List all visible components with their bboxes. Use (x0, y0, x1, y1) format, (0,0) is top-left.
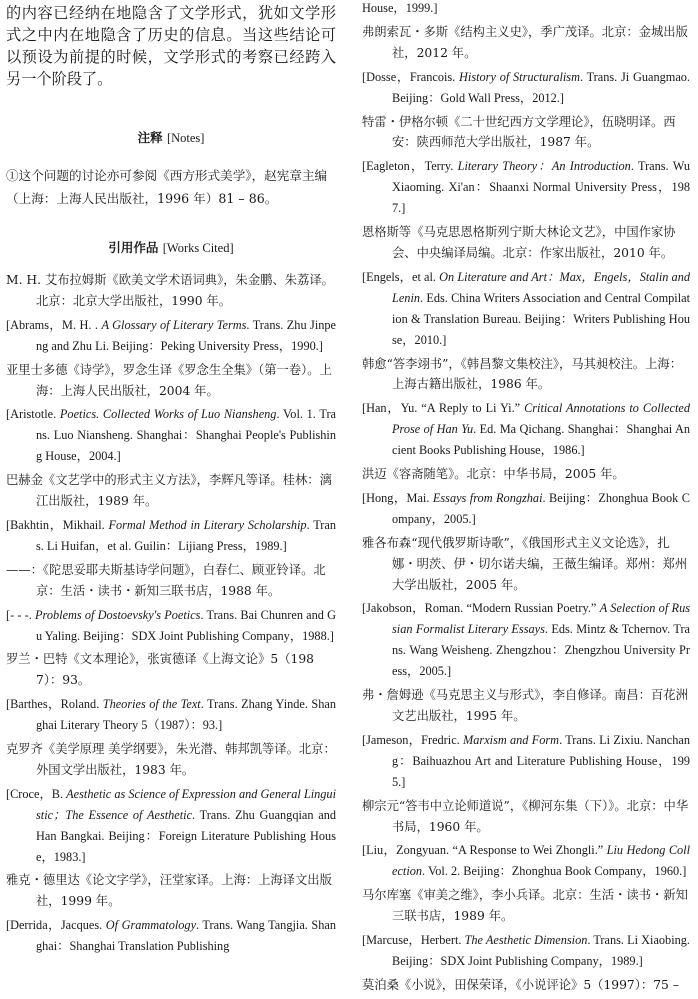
citation-details: . Trans. Li Xiaobing. Beijing：SDX Joint Publishing Company，1989.] (392, 933, 690, 968)
citation-prefix: [Jakobson，Roman. “Modern Russian Poetry.” (362, 601, 600, 616)
citation-prefix: [Jameson，Fredric. (362, 732, 464, 747)
citation-prefix: [Hong，Mai. (362, 490, 433, 505)
right-column (362, 0, 690, 999)
citation-entry-english (362, 398, 690, 461)
citation-details: . Trans. Zhu Guangqian and Han Bangkai. Beijing：Foreign Literature Publishing House，1983.] (36, 807, 336, 864)
citation-details: . Trans. Wu Xiaoming. Xi'an：Shaanxi Normal University Press，1987.] (392, 159, 690, 216)
left-column (6, 0, 336, 960)
citation-title: Literary Theory：An Introduction (457, 159, 631, 174)
citation-title: Theories of the Text (102, 697, 201, 712)
citation-title: On Literature and Art：Max，Engels，Stalin and Lenin (392, 269, 690, 305)
works-cited-list-right (362, 0, 690, 996)
citation-details: . Trans. Ji Guangmao. Beijing：Gold Wall Press，2012.] (392, 69, 691, 105)
citation-entry-chinese: 亚里士多德《诗学》，罗念生译《罗念生全集》（第一卷）。上海：上海人民出版社，2004 年。 (6, 362, 332, 398)
citation-prefix: [Bakhtin，Mikhail. (6, 517, 109, 532)
citation-details: . Trans. Li Huifan，et al. Guilin：Lijiang Press，1989.] (36, 517, 336, 553)
citation-details: . Vol. 2. Beijing：Zhonghua Book Company，1960.] (422, 864, 687, 879)
citation-title: Of Grammatology (105, 918, 197, 933)
citation-entry-english (362, 67, 690, 109)
citation-details: . Eds. China Writers Association and Central Compilation & Translation Bureau. Beijing：Writers Publishing House，2010.] (392, 290, 690, 347)
citation-entry-english (362, 156, 690, 219)
citation-title: Formal Method in Literary Scholarship (108, 517, 307, 532)
citation-entry-english (6, 605, 336, 647)
citation-entry-english (362, 730, 690, 793)
works-cited-heading-cn: 引用作品 (108, 240, 159, 255)
citation-title: A Glossary of Literary Terms (101, 317, 247, 332)
citation-prefix: [Croce，B. (6, 786, 67, 801)
citation-title: A Selection of Russian Formalist Literary Essays (392, 601, 691, 637)
citation-entry-chinese: ——：《陀思妥耶夫斯基诗学问题》，白春仁、顾亚铃译。北京：生活・读书・新知三联书店，1988 年。 (6, 562, 326, 598)
notes-heading (6, 128, 336, 146)
citation-entry-chinese: 洪迈《容斋随笔》。北京：中华书局，2005 年。 (362, 467, 625, 482)
citation-title: History of Structuralism (459, 69, 580, 84)
citation-details: . Ed. Ma Qichang. Shanghai：Shanghai Ancient Books Publishing House，1986.] (392, 422, 690, 458)
citation-prefix: [Marcuse，Herbert. (362, 933, 465, 948)
citation-prefix: [Abrams，M. H. . (6, 317, 102, 332)
citation-details: . Eds. Mintz & Tchernov. Trans. Wang Weisheng. Zhengzhou：Zhengzhou University Press，2005.] (392, 622, 691, 679)
citation-title: Aesthetic as Science of Expression and General Linguistic；The Essence of Aesthetic (36, 786, 336, 822)
citation-details: . Trans. Zhang Yinde. Shanghai Literary Theory 5（1987）：93.] (36, 697, 336, 733)
citation-prefix: [Liu，Zongyuan. “A Response to Wei Zhongli.” (362, 843, 607, 858)
citation-entry-chinese: 马尔库塞《审美之维》，李小兵译。北京：生活・读书・新知三联书店，1989 年。 (362, 888, 688, 924)
notes-heading-cn: 注释 (137, 130, 163, 145)
citation-details: . Vol. 1. Trans. Luo Niansheng. Shanghai：Shanghai People's Publishing House，2004.] (36, 407, 336, 464)
intro-paragraph: 的内容已经纳在地隐含了文学形式，犹如文学形式之中内在地隐含了历史的信息。当这些结论可以预设为前提的时候，文学形式的考察已经跨入另一个阶段了。 (6, 4, 336, 88)
citation-entry-english (6, 784, 336, 868)
citation-entry-chinese: 韩愈“答李翊书”，《韩昌黎文集校注》，马其昶校注。上海：上海古籍出版社，1986 年。 (362, 356, 682, 392)
citation-entry-english (6, 404, 336, 467)
citation-entry-english (6, 915, 336, 957)
citation-prefix: [Barthes，Roland. (6, 697, 103, 712)
citation-entry-english (362, 840, 690, 882)
citation-entry-chinese: 弗朗索瓦・多斯《结构主义史》，季广茂译。北京：金城出版社，2012 年。 (362, 24, 688, 60)
citation-title: Poetics. Collected Works of Luo Niansheng (59, 407, 277, 422)
citation-entry-chinese: 克罗齐《美学原理 美学纲要》，朱光潜、韩邦凯等译。北京：外国文学出版社，1983 年。 (6, 742, 336, 777)
citation-title: Marxism and Form (463, 732, 560, 747)
citation-title: Liu Hedong Collection (392, 843, 690, 879)
citation-entry-english (362, 0, 690, 19)
citation-entry-english (362, 930, 690, 972)
citation-entry-chinese: 罗兰・巴特《文本理论》，张寅德译《上海文论》5（1987）：93。 (6, 652, 314, 688)
citation-entry-english (6, 694, 336, 736)
citation-details: . Trans. Bai Chunren and Gu Yaling. Beijing：SDX Joint Publishing Company，1988.] (36, 607, 336, 643)
citation-title: The Aesthetic Dimension (464, 933, 588, 948)
citation-entry-english (362, 598, 690, 682)
citation-entry-english (6, 515, 336, 557)
works-cited-heading-en: [Works Cited] (162, 241, 234, 255)
footnote-1: ①这个问题的讨论亦可参阅《西方形式美学》，赵宪章主编（上海：上海人民出版社，1996 年）81 – 86。 (6, 168, 328, 206)
citation-details: . Beijing：Zhonghua Book Company，2005.] (392, 490, 690, 526)
citation-entry-chinese: 巴赫金《文艺学中的形式主义方法》，李辉凡等译。桂林：漓江出版社，1989 年。 (6, 473, 332, 509)
citation-entry-chinese: 柳宗元“答韦中立论师道说”，《柳河东集（下）》。北京：中华书局，1960 年。 (362, 798, 689, 834)
citation-prefix: [Derrida，Jacques. (6, 918, 106, 933)
citation-prefix: [Aristotle. (6, 407, 60, 422)
citation-details: . Trans. Zhu Jinpeng and Zhu Li. Beijing：Peking University Press，1990.] (36, 317, 336, 353)
citation-entry-chinese: 弗・詹姆逊《马克思主义与形式》，李自修译。南昌：百花洲文艺出版社，1995 年。 (362, 688, 688, 723)
citation-prefix: [Engels，et al. (362, 269, 440, 284)
citation-entry-english (362, 267, 690, 351)
works-cited-list-left (6, 270, 336, 957)
citation-details: . Trans. Li Zixiu. Nanchang：Baihuazhou Art and Literature Publishing House，1995.] (392, 732, 690, 789)
citation-entry-chinese: M. H. 艾布拉姆斯《欧美文学术语词典》，朱金鹏、朱荔译。北京：北京大学出版社，1990 年。 (6, 273, 334, 308)
citation-prefix: [- - -. (6, 607, 36, 622)
citation-prefix: [Dosse，Francois. (362, 69, 460, 84)
citation-prefix: House，1999.] (362, 1, 438, 15)
citation-title: Essays from Rongzhai (432, 490, 543, 505)
citation-details: . Trans. Wang Tangjia. Shanghai：Shanghai Translation Publishing (36, 918, 336, 954)
citation-prefix: [Eagleton，Terry. (362, 159, 458, 174)
citation-entry-english (6, 315, 336, 357)
notes-heading-en: [Notes] (166, 131, 205, 145)
citation-entry-chinese: 特雷・伊格尔顿《二十世纪西方文学理论》，伍晓明译。西安：陕西师范大学出版社，1987 年。 (362, 114, 676, 150)
citation-entry-chinese: 莫泊桑《小说》，田保荣译，《小说评论》5（1997）：75 – (362, 977, 679, 992)
citation-entry-chinese: 雅各布森“现代俄罗斯诗歌”，《俄国形式主义文论选》，扎娜・明茨、伊・切尔诺夫编，王薇生编译。郑州：郑州大学出版社，2005 年。 (362, 535, 688, 592)
citation-title: Problems of Dostoevsky's Poetics (35, 607, 201, 622)
citation-entry-chinese: 恩格斯等《马克思恩格斯列宁斯大林论文艺》，中国作家协会、中央编译局编。北京：作家出版社，2010 年。 (362, 225, 676, 260)
citation-entry-english (362, 488, 690, 530)
citation-prefix: [Han，Yu. “A Reply to Li Yi.” (362, 401, 525, 416)
citation-title: Critical Annotations to Collected Prose of Han Yu (392, 401, 690, 437)
citation-entry-chinese: 雅克・德里达《论文字学》，汪堂家译。上海：上海译文出版社，1999 年。 (6, 873, 332, 909)
works-cited-heading (6, 238, 336, 256)
